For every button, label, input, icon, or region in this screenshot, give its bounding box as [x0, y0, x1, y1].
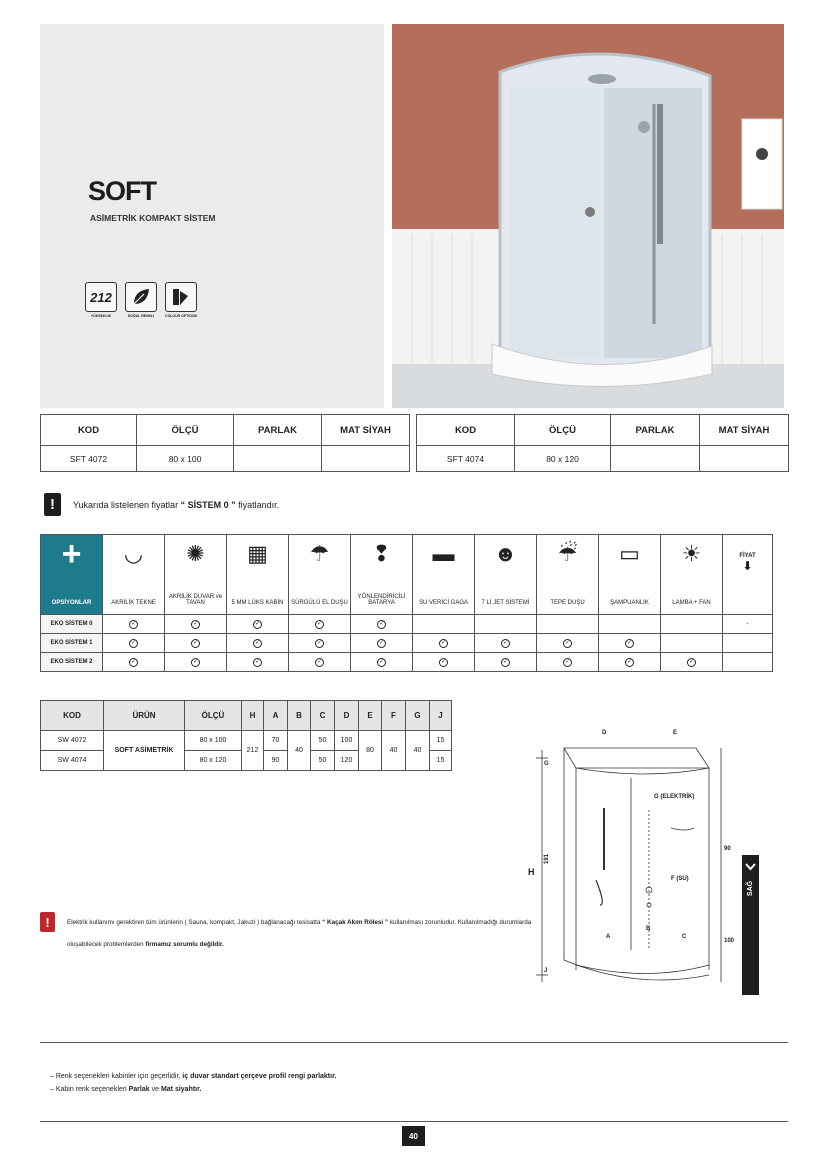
- check-icon: ✓: [130, 639, 137, 646]
- jet-icon: ☻: [493, 541, 518, 566]
- option-label: YÖNLENDİRİCİLİ BATARYA: [357, 594, 406, 606]
- fiyat-header: [723, 535, 773, 615]
- note-text: ve: [151, 1086, 159, 1093]
- divider: [40, 1121, 788, 1122]
- table-row: [417, 446, 789, 472]
- table-row: [41, 653, 773, 672]
- price-notice: [44, 493, 279, 516]
- label-E: E: [673, 730, 678, 736]
- option-label: ŞAMPUANLIK: [610, 600, 649, 606]
- cell-parlak: [611, 446, 700, 472]
- check-icon: ✓: [192, 639, 199, 646]
- badge-label: COLOUR OPTIONS: [165, 314, 197, 318]
- label-height-value: 191: [544, 853, 550, 864]
- option-cell: [537, 634, 599, 653]
- technical-diagram: [526, 720, 766, 1000]
- table-row: [41, 731, 452, 751]
- badge-height: [84, 282, 118, 322]
- dim-G: 40: [406, 731, 430, 771]
- option-cell: [351, 634, 413, 653]
- option-label: SÜRGÜLÜ EL DUŞU: [291, 600, 348, 606]
- dim-header: J: [430, 701, 452, 731]
- cell-mat-siyah: [700, 446, 789, 472]
- note-bold: Parlak: [128, 1086, 150, 1093]
- label-D: D: [602, 730, 607, 736]
- dim-header: ÖLÇÜ: [185, 701, 242, 731]
- dim-header: KOD: [41, 701, 104, 731]
- table-row: [41, 634, 773, 653]
- note-bold: iç duvar standart çerçeve profil rengi parlaktır.: [182, 1073, 337, 1080]
- warning-bold-2: firmamız sorumlu değildir.: [145, 941, 224, 948]
- label-f-water: F (SU): [671, 876, 689, 882]
- dim-A: 70: [264, 731, 288, 751]
- badge-label: DOĞAL RENKLİ: [127, 314, 155, 318]
- dim-C: 50: [311, 731, 335, 751]
- option-cell: [351, 653, 413, 672]
- header-parlak: PARLAK: [234, 415, 322, 446]
- fiyat-cell: [723, 634, 773, 653]
- dim-J: 15: [430, 751, 452, 771]
- dim-D: 100: [335, 731, 359, 751]
- warning-text: [67, 912, 557, 956]
- check-icon: ✓: [502, 658, 509, 665]
- lamp-icon: ☀: [681, 541, 702, 566]
- header-kod: KOD: [417, 415, 515, 446]
- option-label: 5 MM LÜKS KABİN: [231, 600, 284, 606]
- dim-E: 80: [359, 731, 382, 771]
- option-col-header: [475, 535, 537, 615]
- dim-olcu: 80 x 100: [185, 731, 242, 751]
- option-label: TEPE DUŞU: [550, 600, 585, 606]
- label-C: C: [682, 934, 687, 940]
- exclamation-icon: !: [44, 493, 61, 516]
- cell-olcu: 80 x 120: [515, 446, 611, 472]
- option-cell: [227, 653, 289, 672]
- dim-H: 212: [242, 731, 264, 771]
- label-90: 90: [724, 846, 731, 852]
- dim-A: 90: [264, 751, 288, 771]
- code-table-1: [40, 414, 410, 472]
- chevron-down-icon: [745, 861, 756, 872]
- label-A: A: [606, 934, 611, 940]
- option-cell: [661, 615, 723, 634]
- option-cell: [661, 634, 723, 653]
- check-icon: ✓: [192, 620, 199, 627]
- option-cell: [103, 634, 165, 653]
- options-table: [40, 534, 773, 672]
- check-icon: ✓: [688, 658, 695, 665]
- option-cell: [599, 615, 661, 634]
- option-cell: [289, 653, 351, 672]
- cell-kod: SFT 4074: [417, 446, 515, 472]
- arrow-down-icon: ⬇: [742, 559, 753, 573]
- product-photo: [392, 24, 784, 408]
- note-text: – Kabin renk seçenekleri: [50, 1086, 127, 1093]
- label-g-electric: G (ELEKTRİK): [654, 794, 695, 800]
- warning-icon: !: [40, 912, 55, 932]
- check-icon: ✓: [254, 639, 261, 646]
- electrical-warning: [40, 912, 557, 956]
- badge-colour: [164, 282, 198, 322]
- warning-text-2: kullanılması zorunludur. Kullanılmadığı durumlarda oluşabilecek problemlerden: [67, 919, 532, 948]
- check-icon: ✓: [378, 658, 385, 665]
- notice-suffix: fiyatlandır.: [238, 499, 280, 510]
- dim-header: G: [406, 701, 430, 731]
- option-cell: [537, 615, 599, 634]
- dim-kod: SW 4072: [41, 731, 104, 751]
- notice-text: [73, 500, 279, 510]
- option-cell: [165, 634, 227, 653]
- check-icon: ✓: [130, 658, 137, 665]
- notice-prefix: Yukarıda listelenen fiyatlar: [73, 499, 179, 510]
- check-icon: ✓: [564, 639, 571, 646]
- dim-olcu: 80 x 120: [185, 751, 242, 771]
- dim-header: ÜRÜN: [104, 701, 185, 731]
- hero-panel: [40, 24, 384, 408]
- eco-leaf-icon: [130, 286, 152, 308]
- dim-J: 15: [430, 731, 452, 751]
- cell-parlak: [234, 446, 322, 472]
- height-icon: 212: [90, 289, 112, 305]
- tub-icon: ◡: [123, 541, 144, 566]
- check-icon: ✓: [378, 639, 385, 646]
- label-J: J: [544, 968, 548, 974]
- check-icon: ✓: [254, 620, 261, 627]
- label-G: G: [544, 761, 549, 767]
- check-icon: ✓: [316, 658, 323, 665]
- notice-bold: “ SİSTEM 0 ”: [180, 499, 236, 510]
- code-table-2: [416, 414, 789, 472]
- option-label: LAMBA + FAN: [672, 600, 711, 606]
- dim-product: SOFT ASİMETRİK: [104, 731, 185, 771]
- option-col-header: [165, 535, 227, 615]
- check-icon: ✓: [626, 658, 633, 665]
- header-mat-siyah: MAT SİYAH: [700, 415, 789, 446]
- check-icon: ✓: [440, 639, 447, 646]
- check-icon: ✓: [192, 658, 199, 665]
- side-label: SAĞ: [747, 880, 755, 897]
- check-icon: ✓: [564, 658, 571, 665]
- option-cell: [227, 634, 289, 653]
- head-shower-icon: ☔: [557, 541, 578, 566]
- glass-icon: ▦: [247, 541, 268, 566]
- dimension-table: [40, 700, 452, 771]
- side-tab: [742, 855, 759, 995]
- feature-badges: [84, 282, 198, 322]
- check-icon: ✓: [440, 658, 447, 665]
- option-col-header: [413, 535, 475, 615]
- warning-bold-1: “ Kaçak Akım Rölesi ”: [322, 919, 389, 926]
- dim-header: E: [359, 701, 382, 731]
- option-cell: [475, 634, 537, 653]
- option-cell: [413, 615, 475, 634]
- option-col-header: [103, 535, 165, 615]
- option-cell: [351, 615, 413, 634]
- dim-kod: SW 4074: [41, 751, 104, 771]
- dim-D: 120: [335, 751, 359, 771]
- option-col-header: [227, 535, 289, 615]
- mixer-icon: ❢: [372, 541, 391, 566]
- option-cell: [103, 653, 165, 672]
- dim-C: 50: [311, 751, 335, 771]
- dim-header: H: [242, 701, 264, 731]
- system-label: EKO SİSTEM 1: [41, 634, 103, 653]
- warning-text-1: Elektrik kullanımı gerektiren tüm ürünlerin ( Sauna, kompakt, Jakuzi ) bağlanacağı tesisatta: [67, 919, 321, 926]
- option-label: SU VERİCİ GAGA: [418, 600, 468, 606]
- option-label: 7 Lİ JET SİSTEMİ: [481, 600, 530, 606]
- option-cell: [165, 653, 227, 672]
- label-B: B: [646, 926, 651, 932]
- header-olcu: ÖLÇÜ: [137, 415, 234, 446]
- option-cell: [289, 634, 351, 653]
- ceiling-icon: ✺: [186, 541, 205, 566]
- option-cell: [661, 653, 723, 672]
- header-mat-siyah: MAT SİYAH: [322, 415, 410, 446]
- options-header-cell: [41, 535, 103, 615]
- option-col-header: [351, 535, 413, 615]
- check-icon: ✓: [254, 658, 261, 665]
- label-100: 100: [724, 938, 735, 944]
- dim-header: F: [382, 701, 406, 731]
- cell-mat-siyah: [322, 446, 410, 472]
- colour-options-icon: [170, 286, 192, 308]
- header-olcu: ÖLÇÜ: [515, 415, 611, 446]
- plus-icon: +: [61, 535, 82, 573]
- header-parlak: PARLAK: [611, 415, 700, 446]
- shelf-icon: ▭: [619, 541, 640, 566]
- badge-eco: [124, 282, 158, 322]
- fiyat-cell: -: [723, 615, 773, 634]
- product-subtitle: ASİMETRİK KOMPAKT SİSTEM: [90, 213, 216, 223]
- check-icon: ✓: [626, 639, 633, 646]
- page-number: 40: [402, 1126, 425, 1146]
- option-label: AKRİLİK TEKNE: [111, 600, 156, 606]
- option-col-header: [599, 535, 661, 615]
- table-row: [41, 446, 410, 472]
- check-icon: ✓: [316, 620, 323, 627]
- option-col-header: [537, 535, 599, 615]
- check-icon: ✓: [502, 639, 509, 646]
- dim-header: C: [311, 701, 335, 731]
- option-cell: [599, 634, 661, 653]
- option-col-header: [289, 535, 351, 615]
- divider: [40, 1042, 788, 1043]
- header-kod: KOD: [41, 415, 137, 446]
- badge-label: YÜKSEKLİK: [90, 314, 112, 318]
- dim-header: A: [264, 701, 288, 731]
- handshower-icon: ☂: [309, 541, 330, 566]
- fiyat-cell: [723, 653, 773, 672]
- option-cell: [103, 615, 165, 634]
- option-cell: [413, 653, 475, 672]
- table-row: [41, 615, 773, 634]
- note-1: [50, 1070, 336, 1083]
- spout-icon: ▬: [432, 541, 455, 566]
- option-cell: [227, 615, 289, 634]
- check-icon: ✓: [316, 639, 323, 646]
- check-icon: ✓: [130, 620, 137, 627]
- option-col-header: [661, 535, 723, 615]
- dim-header: D: [335, 701, 359, 731]
- footer-notes: [50, 1070, 336, 1096]
- cell-olcu: 80 x 100: [137, 446, 234, 472]
- option-label: AKRİLİK DUVAR ve TAVAN: [168, 594, 223, 606]
- cell-kod: SFT 4072: [41, 446, 137, 472]
- note-bold: Mat siyahtır.: [160, 1086, 202, 1093]
- option-cell: [289, 615, 351, 634]
- check-icon: ✓: [378, 620, 385, 627]
- dim-F: 40: [382, 731, 406, 771]
- system-label: EKO SİSTEM 0: [41, 615, 103, 634]
- label-H: H: [528, 867, 535, 877]
- option-cell: [599, 653, 661, 672]
- product-title: SOFT: [88, 176, 156, 206]
- dim-B: 40: [288, 731, 311, 771]
- note-2: [50, 1083, 336, 1096]
- option-cell: [537, 653, 599, 672]
- option-cell: [475, 615, 537, 634]
- option-cell: [165, 615, 227, 634]
- option-cell: [475, 653, 537, 672]
- fiyat-label: FİYAT: [739, 553, 756, 559]
- option-cell: [413, 634, 475, 653]
- dim-header: B: [288, 701, 311, 731]
- options-label: OPSİYONLAR: [51, 600, 92, 606]
- system-label: EKO SİSTEM 2: [41, 653, 103, 672]
- note-text: – Renk seçenekleri kabinler için geçerlidir,: [50, 1073, 181, 1080]
